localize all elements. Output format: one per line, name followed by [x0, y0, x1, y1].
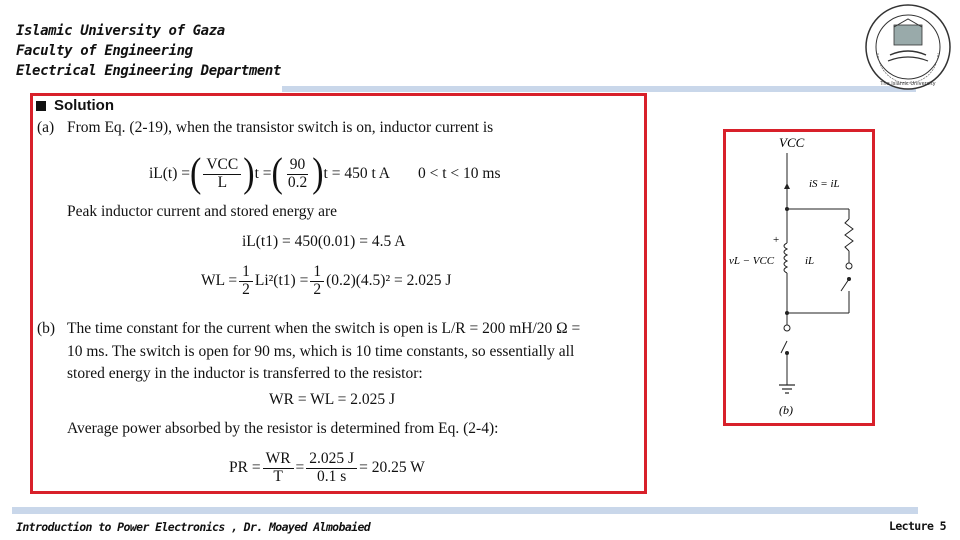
university-seal-icon [864, 3, 952, 91]
current-arrow-icon [784, 183, 790, 189]
eq3-part1: Li²(t1) = [254, 272, 309, 289]
bullet-square-icon [36, 101, 46, 111]
eq5-rhs: = 20.25 W [359, 459, 425, 476]
is-label: iS = iL [809, 178, 840, 190]
eq1-lhs: iL(t) = [149, 165, 191, 182]
lecture-number: Lecture 5 [889, 519, 946, 533]
part-b-line1: The time constant for the current when the switch is open is L/R = 200 mH/20 Ω = [67, 320, 581, 337]
eq1-rhs: t = 450 t A [323, 165, 390, 182]
top-accent-bar [282, 86, 916, 92]
eq1-range: 0 < t < 10 ms [417, 165, 501, 182]
plus-label: + [773, 234, 780, 246]
peak-current-text: Peak inductor current and stored energy are [67, 203, 337, 220]
circuit-diagram [723, 129, 875, 426]
university-name: Islamic University of Gaza [16, 23, 225, 39]
equation-stored-energy: WL = $\frac{1}{2}$ Li²(t1) = $\frac{1}{2}$ (0.2)(4.5)² = 2.025 J [201, 263, 452, 298]
equation-peak-current: iL(t1) = 450(0.01) = 4.5 A [242, 233, 406, 250]
il-label: iL [805, 255, 815, 267]
equation-energy-transfer: WR = WL = 2.025 J [269, 391, 395, 408]
part-b-line2: 10 ms. The switch is open for 90 ms, which is 10 time constants, so essentially all [67, 343, 575, 360]
eq5-lhs: PR = [229, 459, 261, 476]
part-b-label: (b) [37, 320, 56, 337]
faculty-name: Faculty of Engineering [16, 43, 193, 59]
part-b-line3: stored energy in the inductor is transferred to the resistor: [67, 365, 423, 382]
eq5-equals: = [295, 459, 305, 476]
course-footer: Introduction to Power Electronics , Dr. Moayed Almobaied [16, 520, 371, 534]
vcc-label: VCC [779, 135, 805, 150]
resistor-icon [845, 219, 853, 251]
eq1-fraction-90-02: $\frac{90}{0.2}$ [287, 156, 308, 191]
solution-title: Solution [54, 97, 114, 114]
equation-inductor-current: iL(t) = ( $\frac{\text{VCC}}{L}$ ) t = ( $\frac{90}{0.2}$ ) t = 450 t A 0 < t < 10 ms [149, 151, 501, 196]
equation-average-power: PR = $\frac{WR}{T}$ = $\frac{2.025 J}{0.1 s}$ = 20.25 W [229, 450, 425, 485]
switch-icon [841, 279, 849, 291]
part-a-text: From Eq. (2-19), when the transistor switch is on, inductor current is [67, 119, 494, 136]
logo-text: The Islamic University [880, 81, 936, 87]
eq1-mid: t = [254, 165, 272, 182]
transistor-switch-icon [781, 341, 787, 353]
institution-header [16, 21, 281, 81]
eq3-part2: (0.2)(4.5)² = 2.025 J [326, 272, 452, 289]
solution-heading [36, 97, 114, 114]
vl-label: vL − VCC [729, 255, 775, 267]
eq1-fraction-vcc-l: $\frac{\text{VCC}}{L}$ [203, 157, 241, 191]
department-name: Electrical Engineering Department [16, 63, 281, 79]
average-power-text: Average power absorbed by the resistor is determined from Eq. (2-4): [67, 420, 499, 437]
part-a-label: (a) [37, 119, 55, 136]
eq3-lhs: WL = [201, 272, 238, 289]
bottom-accent-bar [12, 507, 918, 514]
figure-label: (b) [779, 403, 793, 417]
inductor-icon [784, 243, 787, 273]
